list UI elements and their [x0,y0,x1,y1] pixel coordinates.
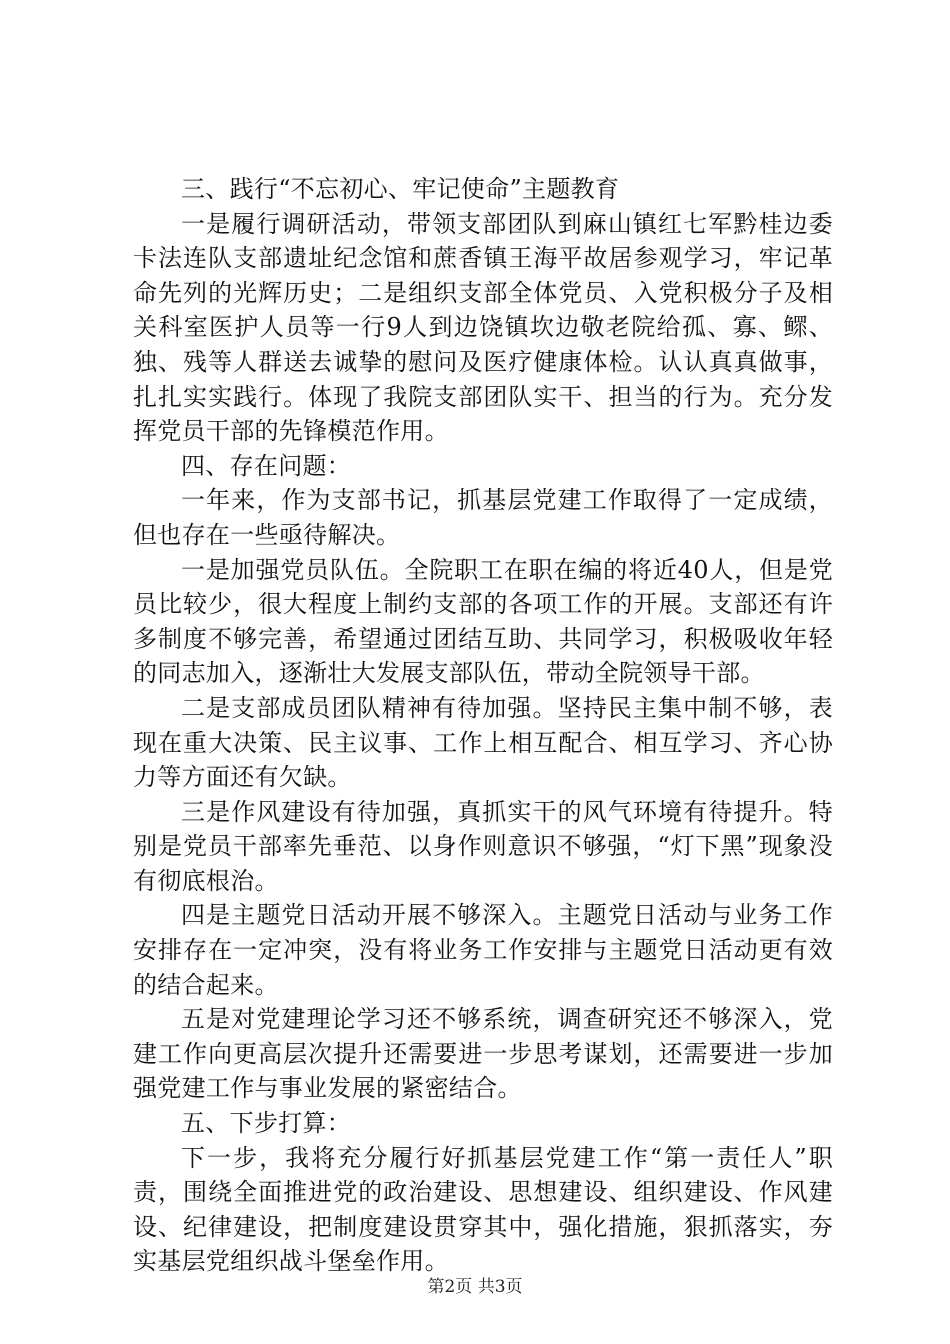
paragraph-problem-1: 一是加强党员队伍。全院职工在职在编的将近40人，但是党员比较少，很大程度上制约支部的各项工作的开展。支部还有许多制度不够完善，希望通过团结互助、共同学习，积极吸收年轻的同志加入，逐渐壮大发展支部队伍，带动全院领导干部。 [133,555,833,688]
paragraph-problem-4: 四是主题党日活动开展不够深入。主题党日活动与业务工作安排存在一定冲突，没有将业务工作安排与主题党日活动更有效的结合起来。 [133,901,833,999]
document-body [133,172,833,1279]
paragraph-next-steps: 下一步，我将充分履行好抓基层党建工作“第一责任人”职责，围绕全面推进党的政治建设、思想建设、组织建设、作风建设、纪律建设，把制度建设贯穿其中，强化措施，狠抓落实，夯实基层党组织战斗堡垒作用。 [133,1143,833,1276]
paragraph-problem-3: 三是作风建设有待加强，真抓实干的风气环境有待提升。特别是党员干部率先垂范、以身作则意识不够强，“灯下黑”现象没有彻底根治。 [133,797,833,895]
paragraph-problem-2: 二是支部成员团队精神有待加强。坚持民主集中制不够，表现在重大决策、民主议事、工作上相互配合、相互学习、齐心协力等方面还有欠缺。 [133,693,833,792]
section-heading-4: 四、存在问题： [181,451,352,480]
page-number-footer: 第2页 共3页 [427,1277,523,1297]
section-heading-5: 五、下步打算： [181,1109,352,1138]
section-heading-3: 三、践行“不忘初心、牢记使命”主题教育 [181,175,620,203]
paragraph-problem-5: 五是对党建理论学习还不够系统，调查研究还不够深入，党建工作向更高层次提升还需要进一步思考谋划，还需要进一步加强党建工作与事业发展的紧密结合。 [133,1005,833,1103]
paragraph-activities: 一是履行调研活动，带领支部团队到麻山镇红七军黔桂边委卡法连队支部遗址纪念馆和蔗香镇王海平故居参观学习，牢记革命先列的光辉历史；二是组织支部全体党员、入党积极分子及相关科室医护人员等一行9人到边饶镇坎边敬老院给孤、寡、鳏、独、残等人群送去诚挚的慰问及医疗健康体检。认认真真做事，扎扎实实践行。体现了我院支部团队实干、担当的行为。充分发挥党员干部的先锋模范作用。 [133,209,833,446]
paragraph-summary: 一年来，作为支部书记，抓基层党建工作取得了一定成绩，但也存在一些亟待解决。 [133,486,833,549]
